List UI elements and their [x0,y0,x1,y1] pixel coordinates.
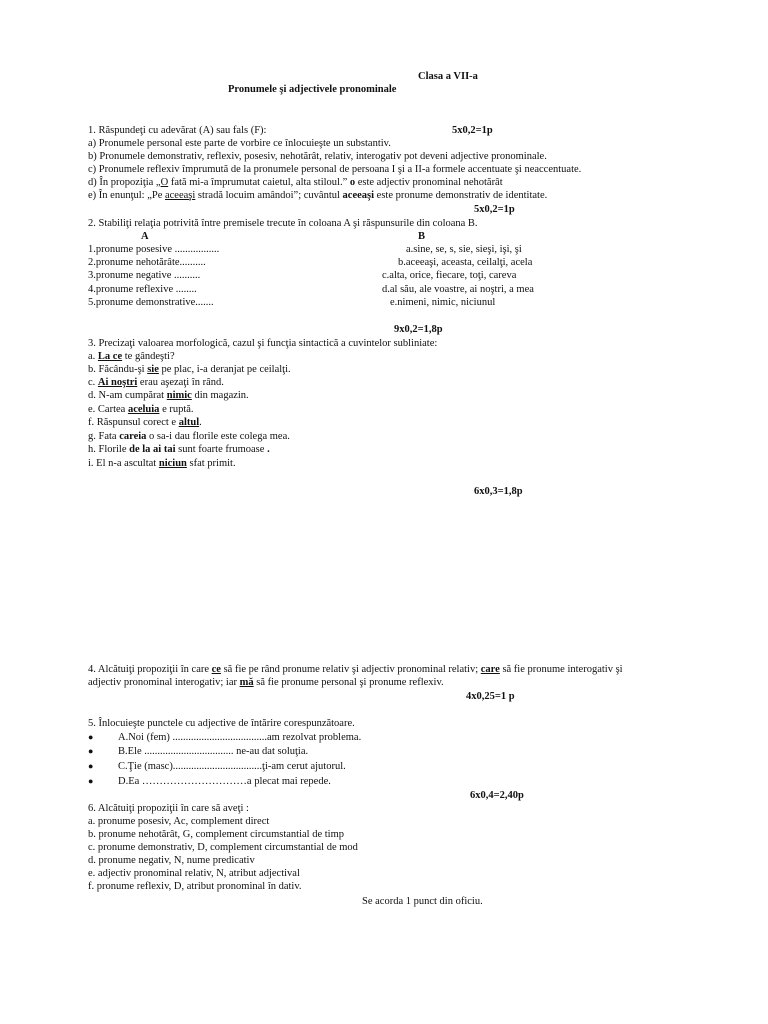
q5-score: 4x0,25=1 p [466,691,515,702]
q1-item-b: b) Pronumele demonstrativ, reflexiv, posesiv, nehotărât, relativ, interogativ pot deveni adjective pronominale. [88,151,547,162]
q5-list-item [88,760,93,773]
class-label: Clasa a VII-a [418,71,478,82]
q2-right-item: d.al său, ale voastre, ai noştri, a mea [382,284,534,295]
q3-item-c: c. Ai noştri erau aşezaţi în rând. [88,377,224,388]
q1-item-e: e) În enunţul: „Pe aceeaşi stradă locuim amândoi”; cuvântul aceeaşi este pronume demonstrativ de identitate. [88,190,548,201]
q4-text-line-2: adjectiv pronominal interogativ; iar mă să fie pronume personal şi pronume reflexiv. [88,677,444,688]
q2-score: 5x0,2=1p [474,204,515,215]
q2-right-item: b.aceeaşi, aceasta, ceilalţi, acela [398,257,533,268]
q6-item-b: b. pronume nehotărât, G, complement circumstantial de timp [88,829,345,840]
q5-list-item [88,775,93,788]
q1-item-c: c) Pronumele reflexiv împrumută de la pronumele personal de persoana I şi a II-a formele accentuate şi neaccentuate. [88,164,582,175]
q2-right-item: c.alta, orice, fiecare, toţi, careva [382,270,517,281]
q1-item-d: d) În propoziţia „O fată mi-a împrumutat caietul, alta stiloul.” o este adjectiv pronominal nehotărât [88,177,503,188]
q4-text-line-1: 4. Alcătuiţi propoziţii în care ce să fie pe rând pronume relativ şi adjectiv pronominal relativ; care să fie pronume interogativ şi [88,664,623,675]
q2-right-item: e.nimeni, nimic, niciunul [390,297,496,308]
q5-list-item [88,745,93,758]
q2-left-item: 3.pronume negative .......... [88,270,201,281]
q3-item-i: i. El n-a ascultat niciun sfat primit. [88,458,236,469]
q2-col-a-header: A [141,231,149,242]
q3-item-a: a. La ce te gândeşti? [88,351,175,362]
q3-score: 9x0,2=1,8p [394,324,443,335]
q2-right-item: a.sine, se, s, sie, sieşi, işi, şi [406,244,522,255]
q5-list-item [88,731,93,744]
q1-score: 5x0,2=1p [452,125,493,136]
bullet-icon: ● [88,761,94,771]
q3-item-f: f. Răspunsul corect e altul. [88,417,202,428]
page-title: Pronumele şi adjectivele pronominale [228,84,397,95]
bullet-icon: ● [88,732,94,742]
bullet-icon: ● [88,776,94,786]
q3-item-b: b. Făcându-şi sie pe plac, i-a deranjat pe ceilalţi. [88,364,291,375]
q5-item-d: D.Ea …………………………a plecat mai repede. [118,776,331,787]
q6-item-c: c. pronume demonstrativ, D, complement circumstantial de mod [88,842,358,853]
q5-item-b: B.Ele .................................. ne-au dat soluţia. [118,746,309,757]
footer-note: Se acorda 1 punct din oficiu. [362,896,483,907]
q3-intro: 3. Precizaţi valoarea morfologică, cazul şi funcţia sintactică a cuvintelor subliniate: [88,338,438,349]
q2-col-b-header: B [418,231,426,242]
q1-item-a: a) Pronumele personal este parte de vorbire ce înlocuieşte un substantiv. [88,138,391,149]
q3-item-h: h. Florile de la ai tai sunt foarte frumoase . [88,444,270,455]
q6-intro: 6. Alcătuiţi propoziţii în care să aveţi : [88,803,249,814]
q2-left-item: 4.pronume reflexive ........ [88,284,197,295]
q6-item-a: a. pronume posesiv, Ac, complement direct [88,816,270,827]
q6-item-e: e. adjectiv pronominal relativ, N, atribut adjectival [88,868,300,879]
q2-left-item: 1.pronume posesive ................. [88,244,220,255]
q1-intro: 1. Răspundeţi cu adevărat (A) sau fals (F): [88,125,267,136]
q2-left-item: 5.pronume demonstrative....... [88,297,214,308]
q4-score: 6x0,3=1,8p [474,486,523,497]
bullet-icon: ● [88,746,94,756]
q3-item-e: e. Cartea aceluia e ruptă. [88,404,194,415]
q3-item-d: d. N-am cumpărat nimic din magazin. [88,390,249,401]
q5-item-a: A.Noi (fem) ....................................am rezolvat problema. [118,732,362,743]
q5-item-c: C.Ţie (masc)..................................ţi-am cerut ajutorul. [118,761,346,772]
q2-intro: 2. Stabiliţi relaţia potrivită între premisele trecute în coloana A şi răspunsurile din coloana B. [88,218,478,229]
q3-item-g: g. Fata careia o sa-i dau florile este colega mea. [88,431,290,442]
q5-intro: 5. Înlocuieşte punctele cu adjective de întărire corespunzătoare. [88,718,355,729]
q6-score: 6x0,4=2,40p [470,790,524,801]
q6-item-d: d. pronume negativ, N, nume predicativ [88,855,255,866]
q6-item-f: f. pronume reflexiv, D, atribut pronominal în dativ. [88,881,302,892]
q2-left-item: 2.pronume nehotărâte.......... [88,257,206,268]
